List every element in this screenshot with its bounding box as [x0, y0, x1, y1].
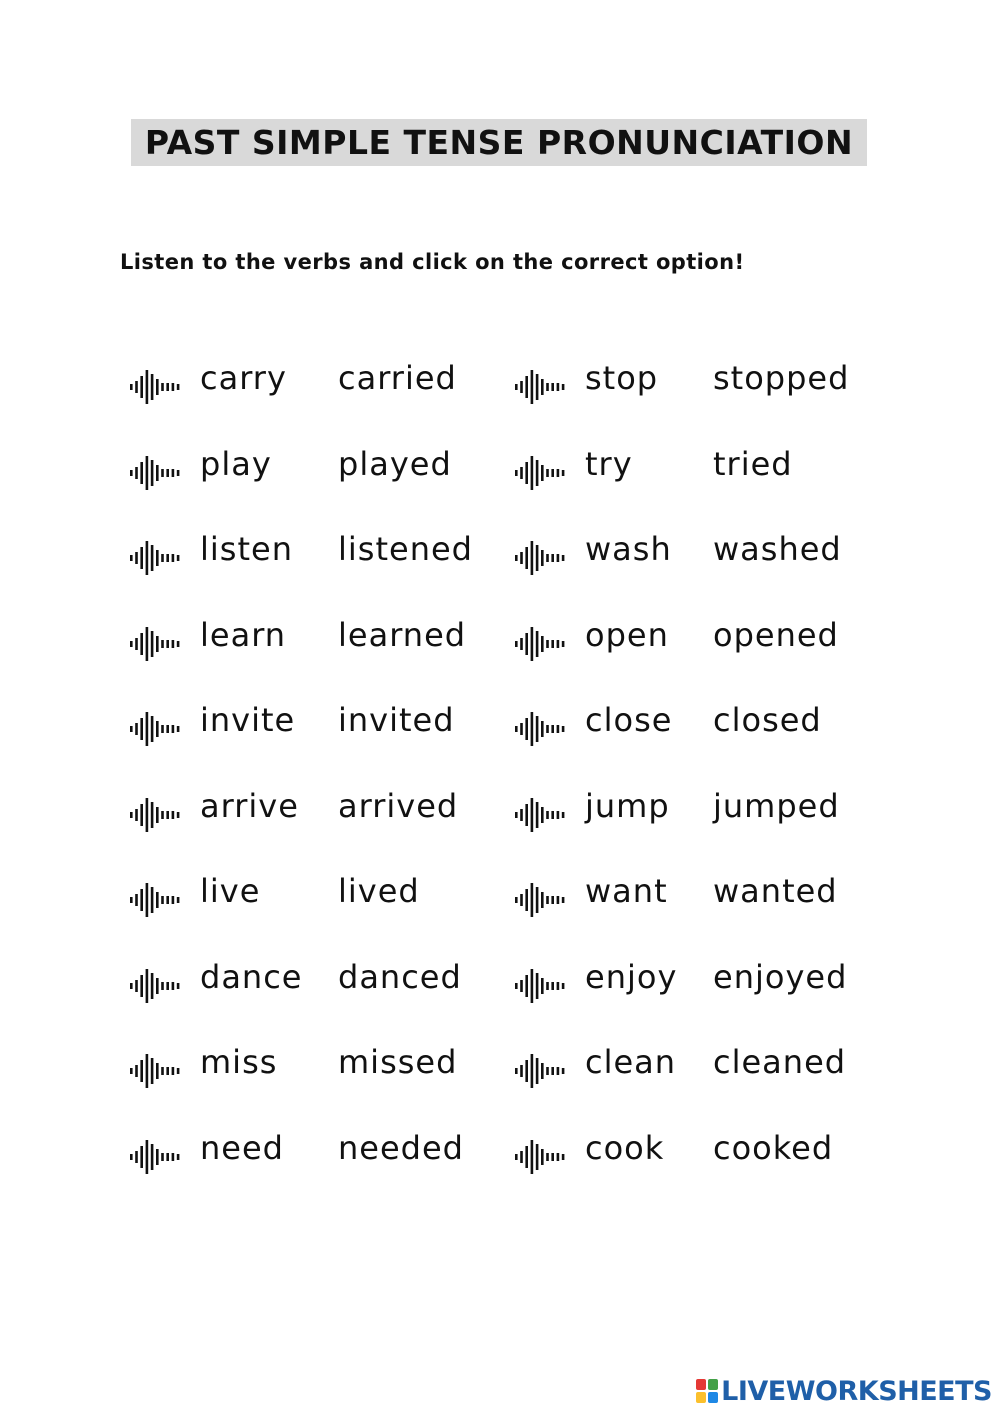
- base-verb: close: [585, 701, 673, 739]
- audio-waveform-icon[interactable]: [128, 709, 184, 749]
- audio-waveform-icon[interactable]: [128, 880, 184, 920]
- base-verb: carry: [200, 359, 287, 397]
- base-verb: arrive: [200, 786, 299, 825]
- base-verb: invite: [200, 701, 296, 739]
- audio-waveform-icon[interactable]: [513, 709, 569, 749]
- audio-waveform-icon[interactable]: [128, 453, 184, 493]
- past-verb-option[interactable]: lived: [338, 872, 420, 910]
- brand-name: LIVEWORKSHEETS: [721, 1375, 992, 1407]
- audio-waveform-icon[interactable]: [128, 1137, 184, 1177]
- base-verb: stop: [585, 359, 659, 397]
- base-verb: need: [200, 1128, 284, 1167]
- past-verb-option[interactable]: closed: [713, 701, 822, 739]
- page-title: PAST SIMPLE TENSE PRONUNCIATION: [131, 119, 867, 166]
- base-verb: play: [200, 444, 272, 483]
- liveworksheets-logo-icon: [696, 1379, 718, 1403]
- past-verb-option[interactable]: danced: [338, 957, 462, 996]
- audio-waveform-icon[interactable]: [513, 880, 569, 920]
- audio-waveform-icon[interactable]: [513, 624, 569, 664]
- audio-waveform-icon[interactable]: [128, 538, 184, 578]
- past-verb-option[interactable]: carried: [338, 359, 457, 397]
- past-verb-option[interactable]: enjoyed: [713, 957, 848, 996]
- past-verb-option[interactable]: listened: [338, 530, 473, 568]
- audio-waveform-icon[interactable]: [513, 367, 569, 407]
- base-verb: cook: [585, 1128, 665, 1167]
- base-verb: learn: [200, 615, 287, 654]
- audio-waveform-icon[interactable]: [513, 1051, 569, 1091]
- past-verb-option[interactable]: arrived: [338, 786, 459, 825]
- past-verb-option[interactable]: learned: [338, 615, 467, 654]
- past-verb-option[interactable]: stopped: [713, 359, 850, 397]
- base-verb: want: [585, 872, 668, 910]
- audio-waveform-icon[interactable]: [128, 367, 184, 407]
- past-verb-option[interactable]: needed: [338, 1128, 464, 1167]
- past-verb-option[interactable]: missed: [338, 1043, 458, 1081]
- instruction-text: Listen to the verbs and click on the correct option!: [120, 250, 745, 274]
- base-verb: enjoy: [585, 957, 678, 996]
- base-verb: wash: [585, 530, 672, 568]
- liveworksheets-logo[interactable]: [696, 1377, 992, 1405]
- base-verb: miss: [200, 1043, 278, 1081]
- past-verb-option[interactable]: invited: [338, 701, 455, 739]
- base-verb: jump: [585, 786, 670, 825]
- audio-waveform-icon[interactable]: [128, 624, 184, 664]
- audio-waveform-icon[interactable]: [128, 966, 184, 1006]
- audio-waveform-icon[interactable]: [513, 1137, 569, 1177]
- base-verb: try: [585, 444, 633, 483]
- past-verb-option[interactable]: wanted: [713, 872, 838, 910]
- audio-waveform-icon[interactable]: [128, 795, 184, 835]
- base-verb: clean: [585, 1043, 677, 1081]
- base-verb: open: [585, 615, 669, 654]
- past-verb-option[interactable]: tried: [713, 444, 793, 483]
- audio-waveform-icon[interactable]: [128, 1051, 184, 1091]
- past-verb-option[interactable]: played: [338, 444, 452, 483]
- past-verb-option[interactable]: opened: [713, 615, 839, 654]
- base-verb: live: [200, 872, 261, 910]
- base-verb: dance: [200, 957, 303, 996]
- past-verb-option[interactable]: cleaned: [713, 1043, 847, 1081]
- audio-waveform-icon[interactable]: [513, 966, 569, 1006]
- past-verb-option[interactable]: cooked: [713, 1128, 834, 1167]
- audio-waveform-icon[interactable]: [513, 538, 569, 578]
- audio-waveform-icon[interactable]: [513, 795, 569, 835]
- past-verb-option[interactable]: jumped: [713, 786, 840, 825]
- past-verb-option[interactable]: washed: [713, 530, 842, 568]
- base-verb: listen: [200, 530, 293, 568]
- audio-waveform-icon[interactable]: [513, 453, 569, 493]
